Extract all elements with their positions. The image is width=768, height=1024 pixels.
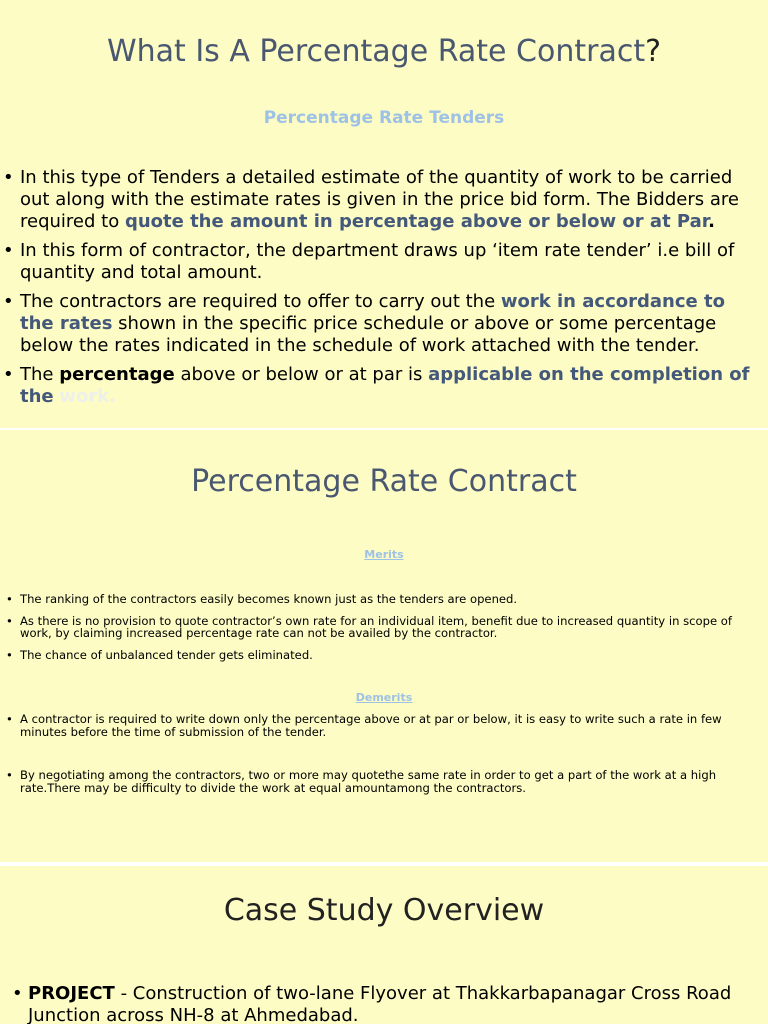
bullet-item: • PROJECT - Construction of two-lane Flyover at Thakkarbapanagar Cross Road Junction across NH-8 at Ahmedabad. <box>28 983 758 1024</box>
bullet-item: • The contractors are required to offer to carry out the work in accordance to the rates shown in the specific price schedule or above or some percentage below the rates indicated in the schedule of work attached with the tender. <box>20 291 760 357</box>
bullet-list <box>28 983 758 1024</box>
highlight-text: work in accordance to the rates <box>20 291 725 334</box>
project-label: PROJECT <box>28 983 115 1004</box>
demerits-list-continued <box>20 769 764 794</box>
bullet-item: • In this type of Tenders a detailed estimate of the quantity of work to be carried out along with the estimate rates is given in the price bid form. The Bidders are required to quote the amount in percentage above or below or at Par. <box>20 167 760 233</box>
highlight-text: applicable on the completion of the <box>20 364 750 407</box>
demerit-item: • By negotiating among the contractors, two or more may quotethe same rate in order to get a part of the work at a high rate.There may be difficulty to divide the work at equal amountamong the contractors. <box>20 769 764 794</box>
faded-text: work. <box>59 386 117 407</box>
merit-item: • The chance of unbalanced tender gets eliminated. <box>20 649 764 662</box>
slide-title: Case Study Overview <box>223 893 545 928</box>
slide-title: Percentage Rate Contract <box>191 464 577 499</box>
demerits-list <box>20 713 764 738</box>
bold-text: percentage <box>59 364 175 385</box>
bullet-item: • In this form of contractor, the department draws up ‘item rate tender’ i.e bill of quantity and total amount. <box>20 240 760 284</box>
slide-merits-demerits <box>0 430 768 862</box>
merit-item: • As there is no provision to quote contractor’s own rate for an individual item, benefit due to increased quantity in scope of work, by claiming increased percentage rate can not be availed by the contractor. <box>20 615 764 640</box>
slide-percentage-rate-contract-definition <box>0 0 768 428</box>
highlight-text: quote the amount in percentage above or below or at Par <box>124 211 709 232</box>
demerit-item: • A contractor is required to write down only the percentage above or at par or below, it is easy to write such a rate in few minutes before the time of submission of the tender. <box>20 713 764 738</box>
merit-item: • The ranking of the contractors easily becomes known just as the tenders are opened. <box>20 593 764 606</box>
slide-case-study-overview <box>0 866 768 1024</box>
demerits-heading: Demerits <box>355 691 413 704</box>
slide-subtitle: Percentage Rate Tenders <box>263 108 505 128</box>
slide-title: What Is A Percentage Rate Contract? <box>106 34 662 69</box>
bullet-item: • The percentage above or below or at par is applicable on the completion of the work. <box>20 364 760 408</box>
merits-list <box>20 593 764 670</box>
merits-heading: Merits <box>364 548 404 561</box>
bullet-list <box>20 167 760 415</box>
